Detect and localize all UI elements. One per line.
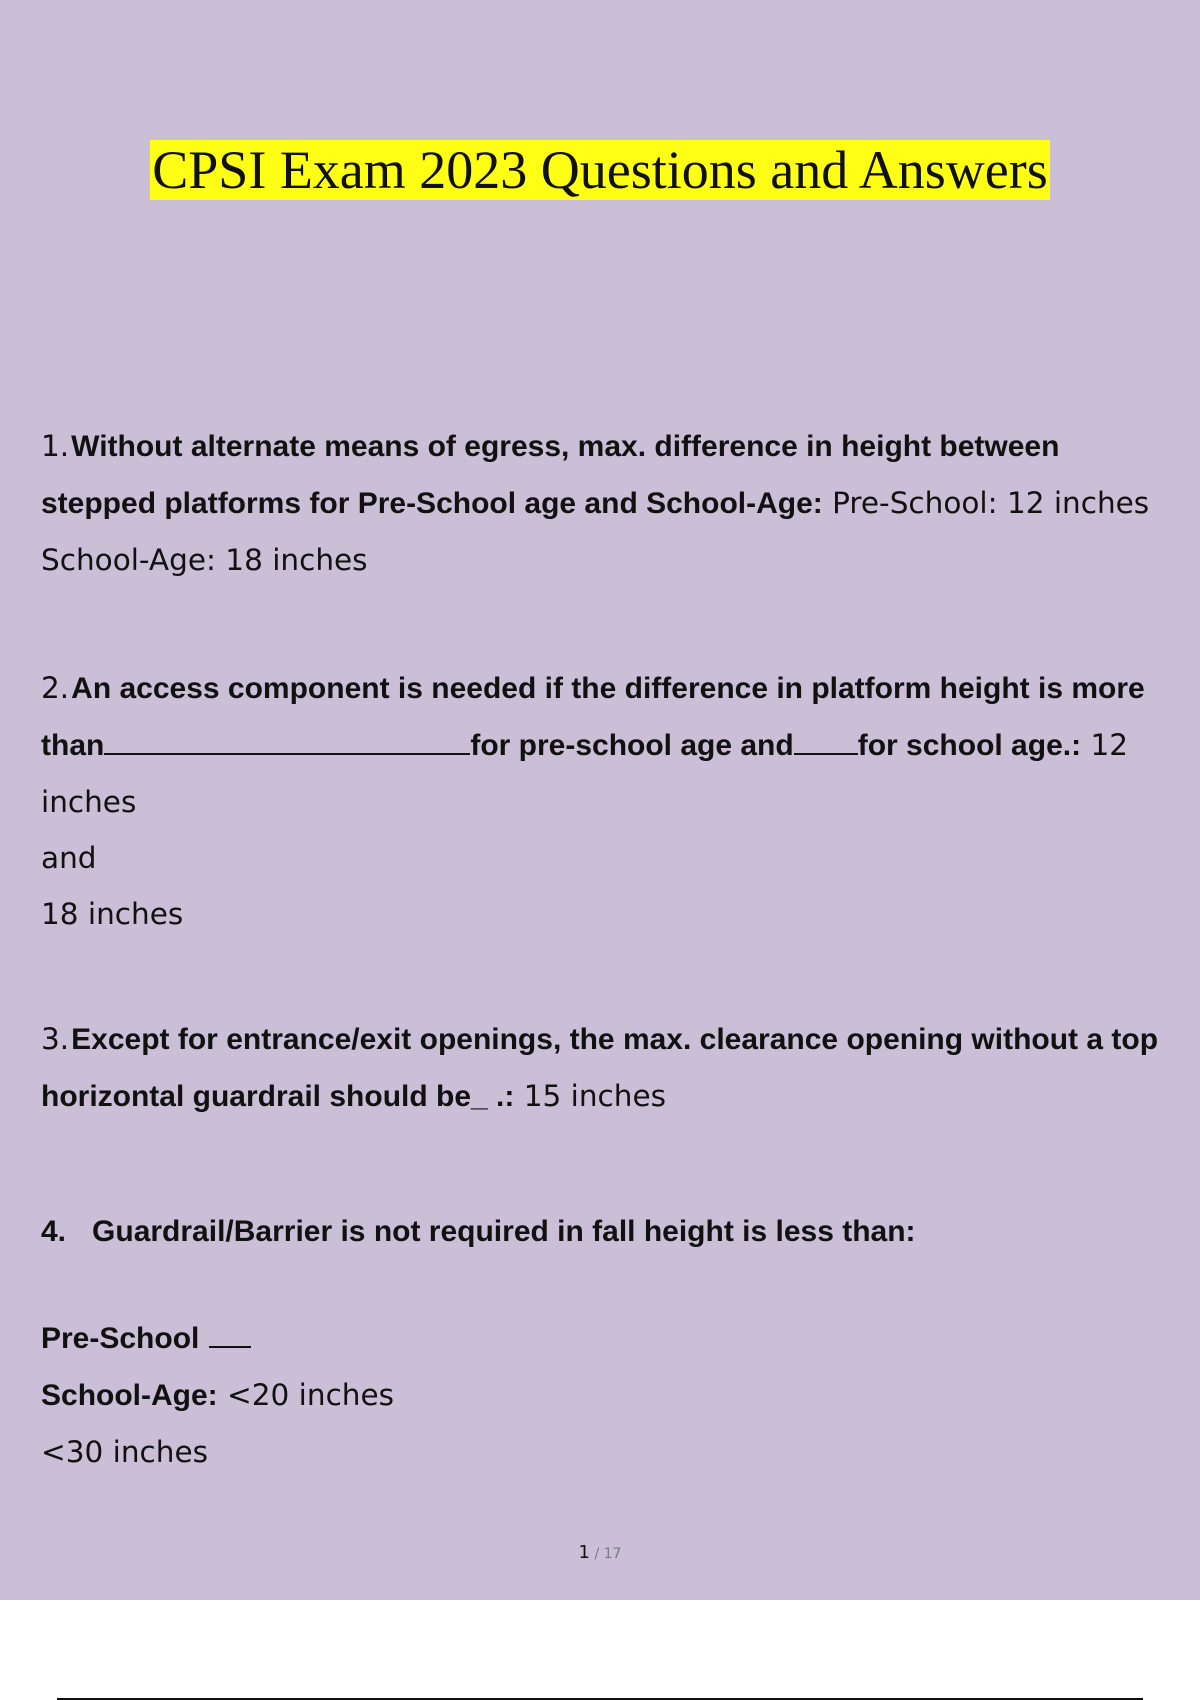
question-answer-line: and <box>41 841 97 875</box>
question-answer: Pre-School: 12 inches School-Age: 18 inches <box>41 486 1150 577</box>
question-answer-line: <30 inches <box>41 1435 208 1469</box>
answer-blank <box>794 753 858 755</box>
question-number: 4. <box>41 1215 67 1248</box>
current-page: 1 <box>578 1542 590 1563</box>
question-answer: 12 inches <box>41 728 1128 819</box>
document-title <box>0 135 1200 205</box>
question-2 <box>41 660 1171 942</box>
page-number <box>0 1542 1200 1563</box>
answer-blank <box>104 753 470 755</box>
question-answer-line: 18 inches <box>41 897 184 931</box>
question-1 <box>41 418 1171 588</box>
answer-label-schoolage: School-Age: <box>41 1379 218 1412</box>
question-prompt: Without alternate means of egress, max. difference in height between stepped platforms for Pre-School age and School-Age: <box>41 430 1060 520</box>
answer-blank <box>209 1346 251 1348</box>
question-number: 2. <box>41 671 70 705</box>
title-highlight: CPSI Exam 2023 Questions and Answers <box>152 140 1048 200</box>
question-4-answers <box>41 1310 394 1480</box>
question-prompt: Except for entrance/exit openings, the max. clearance opening without a top horizontal guardrail should be_ .: <box>41 1023 1159 1113</box>
question-answer: <20 inches <box>217 1378 395 1412</box>
question-answer: 15 inches <box>514 1079 666 1113</box>
question-4 <box>41 1203 1171 1260</box>
question-prompt-part2: for pre-school age and <box>470 729 794 762</box>
question-number: 1. <box>41 429 70 463</box>
question-number: 3. <box>41 1022 70 1056</box>
question-3 <box>41 1011 1171 1125</box>
question-prompt: Guardrail/Barrier is not required in fall height is less than: <box>92 1215 916 1248</box>
total-pages: / 17 <box>590 1546 622 1562</box>
question-prompt-part3: for school age.: <box>857 729 1082 762</box>
question-prompt-part1: An access component is needed if the difference in platform height is more than <box>41 672 1145 762</box>
answer-label-preschool: Pre-School <box>41 1322 200 1355</box>
